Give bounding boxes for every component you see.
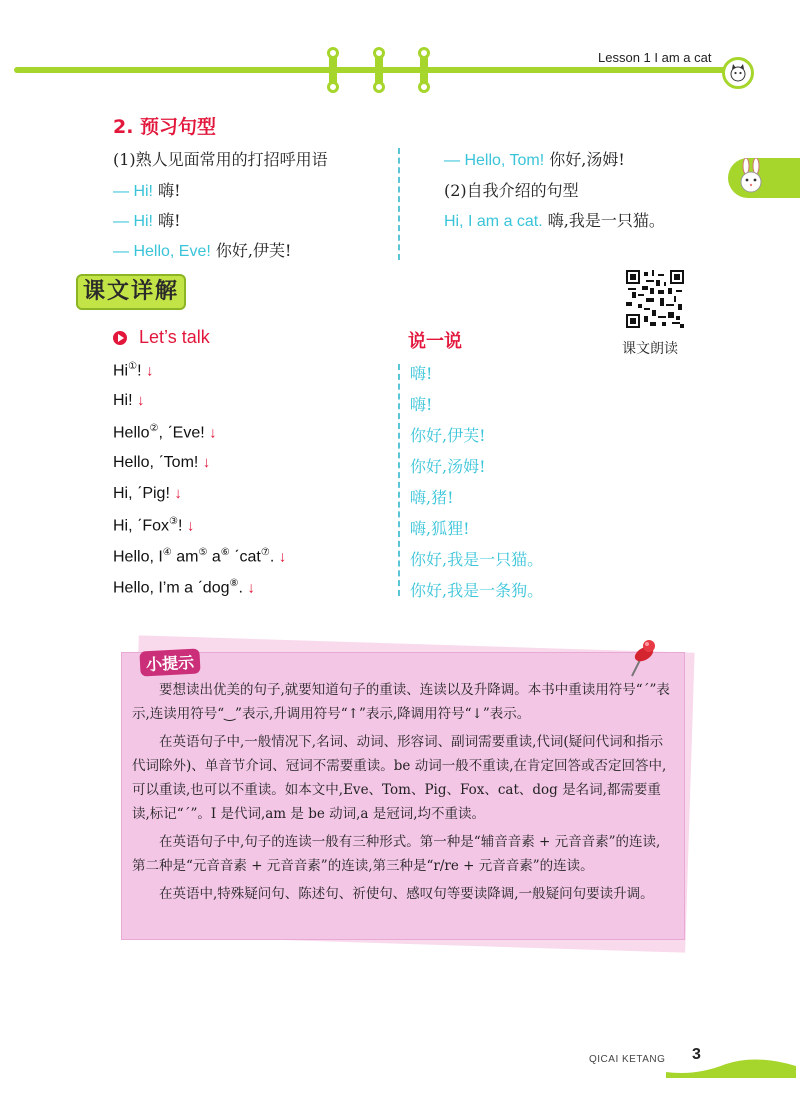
lesson-detail-badge: 课文详解 xyxy=(76,274,186,310)
falling-tone-arrow-icon: ↓ xyxy=(247,579,255,597)
dialogue-en-line: Hello②, ˊEve! ↓ xyxy=(113,423,217,442)
lets-talk-heading: Let’s talk xyxy=(139,327,210,347)
dialogue-en-line: Hello, I④ am⑤ a⑥ ˊcat⑦. ↓ xyxy=(113,547,287,566)
preview-heading-greetings: (1)熟人见面常用的打招呼用语 xyxy=(113,150,328,169)
column-divider xyxy=(398,364,400,596)
preview-line-en: — Hello, Eve! xyxy=(113,243,211,260)
preview-line xyxy=(444,147,625,170)
say-heading: 说一说 xyxy=(408,331,462,352)
dialogue-cn-line: 你好,我是一只猫。 xyxy=(410,550,544,569)
falling-tone-arrow-icon: ↓ xyxy=(174,485,182,502)
preview-line-en: Hi, I am a cat. xyxy=(444,213,543,230)
preview-line-zh: 嗨,我是一只猫。 xyxy=(547,211,665,230)
dialogue-en-line: Hi! ↓ xyxy=(113,392,145,409)
qr-code-icon[interactable] xyxy=(626,270,684,328)
dialogue-en-line: Hello, ˊTom! ↓ xyxy=(113,454,211,471)
dialogue-cn-line: 嗨! xyxy=(410,364,433,383)
preview-line-zh: 你好,伊芙! xyxy=(215,241,292,260)
preview-line xyxy=(113,178,181,201)
tips-paragraph: 在英语中,特殊疑问句、陈述句、祈使句、感叹句等要读降调,一般疑问句要读升调。 xyxy=(159,886,654,902)
play-icon[interactable] xyxy=(113,331,127,345)
preview-heading-self-intro: (2)自我介绍的句型 xyxy=(444,181,579,200)
preview-line-en: — Hi! xyxy=(113,213,153,230)
header-tab-ornament xyxy=(329,51,337,89)
falling-tone-arrow-icon: ↓ xyxy=(186,517,195,535)
dialogue-en-line: Hi, ˊFox③! ↓ xyxy=(113,516,195,535)
tips-body xyxy=(132,678,672,906)
preview-line xyxy=(444,208,665,231)
header-tab-ornament xyxy=(375,51,383,89)
preview-line-zh: 嗨! xyxy=(158,181,181,200)
dialogue-en-line: Hi, ˊPig! ↓ xyxy=(113,485,182,502)
footer-wave xyxy=(666,1058,796,1078)
preview-line xyxy=(113,208,181,231)
dialogue-cn-line: 嗨,狐狸! xyxy=(410,519,470,538)
tips-title: 小提示 xyxy=(139,648,200,676)
dialogue-cn-line: 你好,伊芙! xyxy=(410,426,486,445)
preview-line-en: — Hello, Tom! xyxy=(444,152,545,169)
preview-line-zh: 你好,汤姆! xyxy=(549,150,625,169)
dialogue-cn-line: 你好,汤姆! xyxy=(410,457,486,476)
falling-tone-arrow-icon: ↓ xyxy=(137,392,145,409)
tips-paragraph: 在英语句子中,句子的连读一般有三种形式。第一种是“辅音音素 + 元音音素”的连读,第二种是“元音音素 + 元音音素”的连读,第三种是“r/re + 元音音素”的连读。 xyxy=(132,834,661,874)
pushpin-icon xyxy=(620,636,660,680)
preview-line-en: — Hi! xyxy=(113,183,153,200)
falling-tone-arrow-icon: ↓ xyxy=(209,424,217,442)
section-title: 2. 预习句型 xyxy=(113,116,217,138)
cat-icon xyxy=(722,57,754,89)
page-number: 3 xyxy=(692,1046,701,1063)
rabbit-icon xyxy=(728,158,800,198)
dialogue-cn-line: 嗨,猪! xyxy=(410,488,454,507)
dialogue-cn-line: 嗨! xyxy=(410,395,433,414)
qr-label: 课文朗读 xyxy=(622,341,678,357)
preview-line xyxy=(113,238,291,261)
falling-tone-arrow-icon: ↓ xyxy=(202,454,211,471)
dialogue-en-line: Hello, I’m a ˊdog⑧. ↓ xyxy=(113,578,255,597)
lesson-title: Lesson 1 I am a cat xyxy=(598,50,712,65)
falling-tone-arrow-icon: ↓ xyxy=(145,362,154,380)
preview-line-zh: 嗨! xyxy=(158,211,181,230)
falling-tone-arrow-icon: ↓ xyxy=(278,548,287,566)
footer-brand: QICAI KETANG xyxy=(589,1054,666,1065)
column-divider xyxy=(398,148,400,260)
dialogue-cn-line: 你好,我是一条狗。 xyxy=(410,581,544,600)
header-tab-ornament xyxy=(420,51,428,89)
tips-paragraph: 要想读出优美的句子,就要知道句子的重读、连读以及升降调。本书中重读用符号“ˊ”表示,连读用符号“‿”表示,升调用符号“↑”表示,降调用符号“↓”表示。 xyxy=(132,682,670,722)
dialogue-en-line: Hi①! ↓ xyxy=(113,361,154,380)
tips-paragraph: 在英语句子中,一般情况下,名词、动词、形容词、副词需要重读,代词(疑问代词和指示代词除外)、单音节介词、冠词不需要重读。be 动词一般不重读,在肯定回答或否定回答中,可以重读,也可以不重读。如本文中,Eve、Tom、Pig、Fox、cat、dog 是名词,都需要重读,标记“ˊ”。I 是代词,am 是 be 动词,a 是冠词,均不重读。 xyxy=(132,734,667,822)
